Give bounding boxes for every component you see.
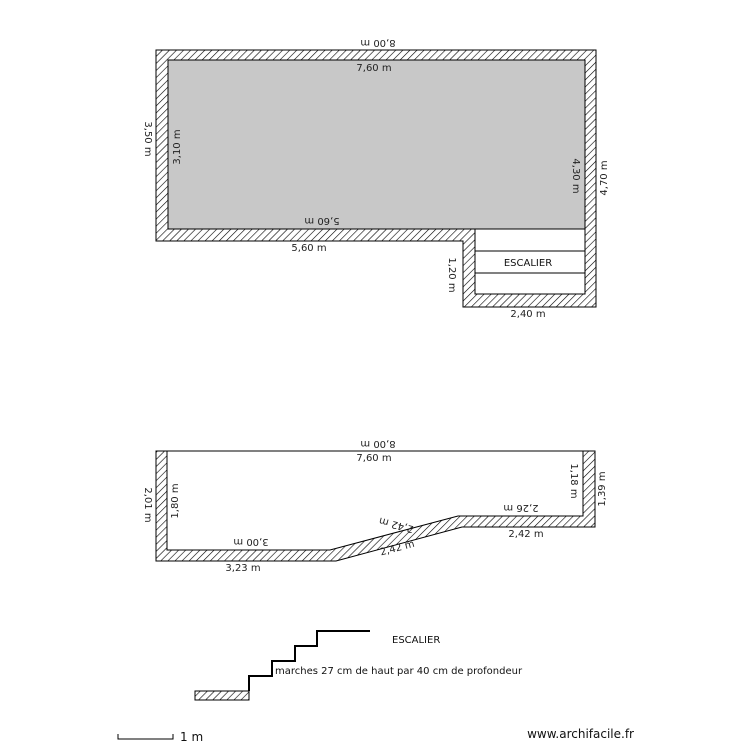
plan2-dim-inner-bottom-left: 3,00 m bbox=[233, 536, 269, 547]
plan1-stair-label: ESCALIER bbox=[503, 258, 553, 269]
plan2-dim-slope-inner: 2,42 m bbox=[377, 514, 415, 535]
plan2-dim-outer-right: 1,39 m bbox=[597, 471, 608, 507]
footer bbox=[118, 727, 634, 744]
brand-link[interactable]: www.archifacile.fr bbox=[527, 727, 634, 741]
plan2-dim-outer-left: 2,01 m bbox=[142, 487, 153, 523]
plan2-dim-inner-bottom-right: 2,26 m bbox=[503, 502, 539, 513]
plan1-dim-stair-bottom: 2,40 m bbox=[510, 309, 546, 320]
plan2-dim-outer-top: 8,00 m bbox=[360, 438, 396, 449]
stairs-profile bbox=[249, 631, 370, 691]
plan1-room bbox=[168, 60, 585, 229]
plan1-dim-outer-left: 3,50 m bbox=[142, 121, 153, 157]
plan1-dim-inner-top: 7,60 m bbox=[356, 63, 392, 74]
plan1-dim-inner-left: 3,10 m bbox=[172, 129, 183, 165]
plan2-dim-outer-bottom-right: 2,42 m bbox=[508, 529, 544, 540]
scale-label: 1 m bbox=[180, 730, 204, 744]
plan2-dim-outer-bottom-left: 3,23 m bbox=[225, 563, 261, 574]
plan1-dim-stair-side: 1,20 m bbox=[446, 257, 457, 293]
plan-2 bbox=[142, 438, 608, 574]
plan1-dim-outer-top: 8,00 m bbox=[360, 37, 396, 48]
plan1-dim-outer-right: 4,70 m bbox=[599, 160, 610, 196]
stairs-base bbox=[195, 691, 249, 700]
plan-1 bbox=[142, 37, 610, 320]
plan2-dim-inner-right: 1,18 m bbox=[568, 463, 579, 499]
plan1-dim-inner-bottom: 5,60 m bbox=[304, 215, 340, 226]
stairs-detail bbox=[195, 631, 523, 700]
plan2-dim-slope-outer: 2,42 m bbox=[378, 538, 416, 559]
plan1-dim-inner-right: 4,30 m bbox=[570, 158, 581, 194]
plan2-dim-inner-left: 1,80 m bbox=[170, 483, 181, 519]
plan1-dim-outer-bottom: 5,60 m bbox=[291, 243, 327, 254]
stairs-note: marches 27 cm de haut par 40 cm de profondeur bbox=[275, 666, 523, 677]
scale-bar bbox=[118, 734, 173, 739]
stairs-title: ESCALIER bbox=[392, 635, 441, 646]
plan2-dim-inner-top: 7,60 m bbox=[356, 453, 392, 464]
